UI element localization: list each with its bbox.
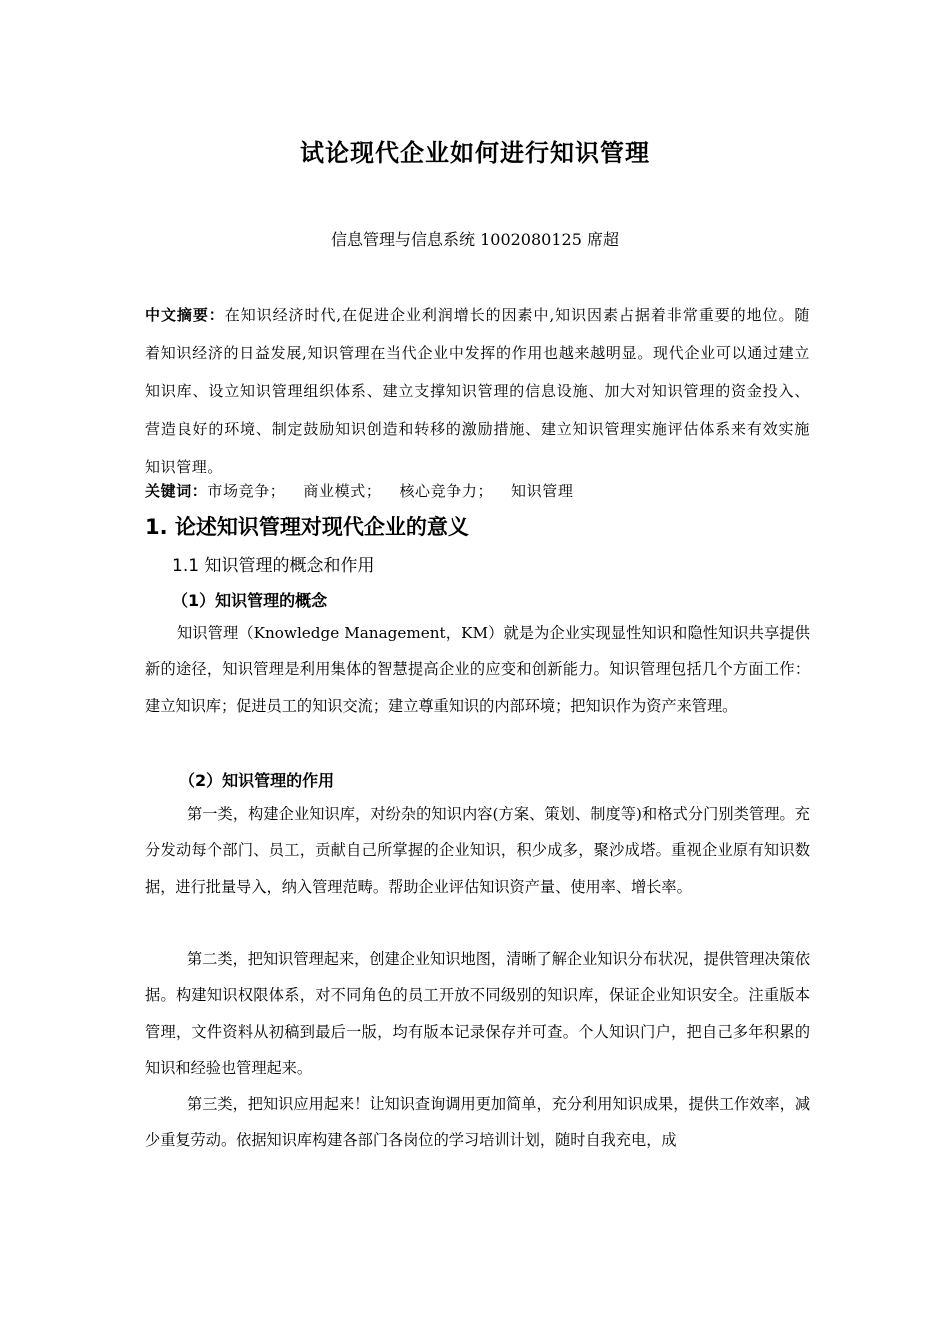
paragraph-role-3: 第三类，把知识应用起来！让知识查询调用更加简单，充分利用知识成果，提供工作效率，减少重复劳动。依据知识库构建各部门各岗位的学习培训计划，随时自我充电，成 bbox=[145, 1095, 810, 1150]
keyword: 知识管理 bbox=[511, 482, 574, 500]
paragraph-role-1: 第一类，构建企业知识库，对纷杂的知识内容(方案、策划、制度等)和格式分门别类管理。充分发动每个部门、员工，贡献自己所掌握的企业知识，积少成多，聚沙成塔。重视企业原有知识数据，进行批量导入，纳入管理范畴。帮助企业评估知识资产量、使用率、增长率。 bbox=[145, 805, 810, 896]
paragraph-role-2: 第二类，把知识管理起来，创建企业知识地图，清晰了解企业知识分布状况，提供管理决策依据。构建知识权限体系，对不同角色的员工开放不同级别的知识库，保证企业知识安全。注重版本管理，文件资料从初稿到最后一版，均有版本记录保存并可查。个人知识门户，把自己多年积累的知识和经验也管理起来。 bbox=[145, 950, 810, 1077]
abstract-label: 中文摘要： bbox=[145, 306, 225, 324]
paragraph-concept: 知识管理（Knowledge Management，KM）就是为企业实现显性知识和隐性知识共享提供新的途径，知识管理是利用集体的智慧提高企业的应变和创新能力。知识管理包括几个方面工作：建立知识库；促进员工的知识交流；建立尊重知识的内部环境；把知识作为资产来管理。 bbox=[145, 624, 810, 715]
keyword: 核心竞争力； bbox=[399, 482, 494, 500]
paper-title: 试论现代企业如何进行知识管理 bbox=[300, 139, 650, 167]
section-heading: 1. 论述知识管理对现代企业的意义 bbox=[145, 515, 469, 539]
heading-role: （2）知识管理的作用 bbox=[179, 771, 335, 790]
keywords bbox=[145, 480, 810, 501]
subsection-heading: 1.1 知识管理的概念和作用 bbox=[172, 556, 375, 576]
keywords-label: 关键词： bbox=[145, 482, 208, 500]
abstract bbox=[145, 296, 810, 486]
keyword: 市场竞争； bbox=[207, 482, 286, 500]
abstract-text: 在知识经济时代,在促进企业利润增长的因素中,知识因素占据着非常重要的地位。随着知识经济的日益发展,知识管理在当代企业中发挥的作用也越来越明显。现代企业可以通过建立知识库、设立知识管理组织体系、建立支撑知识管理的信息设施、加大对知识管理的资金投入、营造良好的环境、制定鼓励知识创造和转移的激励措施、建立知识管理实施评估体系来有效实施知识管理。 bbox=[145, 306, 810, 476]
heading-concept: （1）知识管理的概念 bbox=[172, 591, 328, 610]
keyword: 商业模式； bbox=[303, 482, 382, 500]
author-line: 信息管理与信息系统 1002080125 席超 bbox=[331, 230, 619, 249]
